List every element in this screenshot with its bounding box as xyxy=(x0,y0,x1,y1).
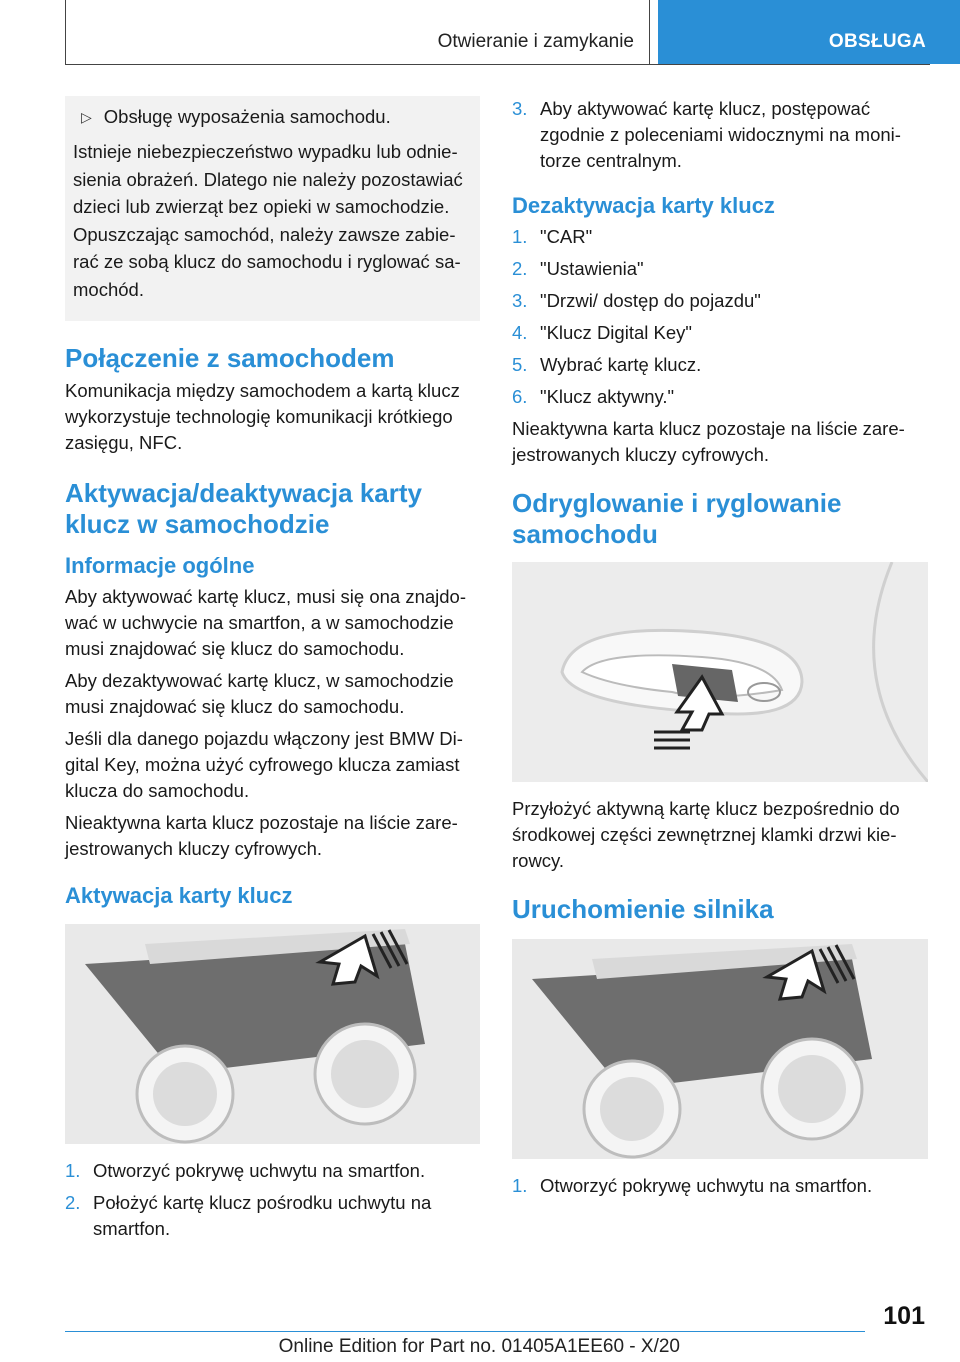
heading-card-activation: Aktywacja karty klucz xyxy=(65,883,293,908)
heading-start: Uruchomienie silnika xyxy=(512,894,774,924)
header-section-title: Otwieranie i zamykanie xyxy=(437,31,634,52)
header-divider-right xyxy=(649,0,650,64)
footer-rule xyxy=(65,1331,865,1332)
list-item: 2. "Ustawienia" xyxy=(512,258,644,279)
list-item: 6. "Klucz aktywny." xyxy=(512,386,675,407)
warning-text: Istnieje niebezpieczeństwo wypadku lub odnie-sienia obrażeń. Dlatego nie należy pozostawiać dzieci lub zwierząt bez opieki w samochodzie. Opuszczając samochód, należy zawsze zabie-rać ze sobą klucz do samochodu i ryglować sa-mochód. xyxy=(73,141,463,300)
warning-head: Obsługę wyposażenia samochodu. xyxy=(103,106,391,127)
footer-edition: Online Edition for Part no. 01405A1EE60 - X/20 xyxy=(278,1336,680,1357)
console-image-2 xyxy=(512,939,928,1159)
heading-deactivation: Dezaktywacja karty klucz xyxy=(512,193,775,218)
header-divider-left xyxy=(65,0,66,64)
list-item: 1. Otworzyć pokrywę uchwytu na smartfon. xyxy=(65,1160,426,1181)
list-item: 5. Wybrać kartę klucz. xyxy=(512,354,702,375)
header-tab-label: OBSŁUGA xyxy=(828,31,926,52)
triangle-icon: ▷ xyxy=(81,109,92,125)
console-illustration xyxy=(65,924,480,1144)
header-tab[interactable] xyxy=(658,0,960,64)
console-illustration-2 xyxy=(512,939,928,1159)
list-item: 1. "CAR" xyxy=(512,226,593,247)
list-item: 3. "Drzwi/ dostęp do pojazdu" xyxy=(512,290,761,311)
paragraph-inactive: Nieaktywna karta klucz pozostaje na liście zare-jestrowanych kluczy cyfrowych. xyxy=(512,418,905,465)
list-item: 1. Otworzyć pokrywę uchwytu na smartfon. xyxy=(512,1175,873,1196)
door-handle-image xyxy=(512,562,928,782)
heading-activation: Aktywacja/deaktywacja karty klucz w samochodzie xyxy=(65,478,422,539)
door-handle-illustration xyxy=(512,562,928,782)
left-column xyxy=(65,96,480,1248)
right-column xyxy=(512,96,930,1205)
paragraph-unlock: Przyłożyć aktywną kartę klucz bezpośrednio do środkowej części zewnętrznej klamki drzwi kie-rowcy. xyxy=(512,798,900,871)
heading-connection: Połączenie z samochodem xyxy=(65,343,395,373)
page-number: 101 xyxy=(883,1302,925,1330)
paragraph-general-1: Aby aktywować kartę klucz, musi się ona znajdo-wać w uchwycie na smartfon, a w samochodzie musi znajdować się klucz do samochodu. xyxy=(65,586,467,659)
paragraph-general-3: Jeśli dla danego pojazdu włączony jest BMW Di-gital Key, można użyć cyfrowego klucza zamiast klucza do samochodu. xyxy=(65,728,463,801)
warning-box xyxy=(65,96,480,321)
deactivation-steps xyxy=(512,224,930,410)
paragraph-general-2: Aby dezaktywować kartę klucz, w samochodzie musi znajdować się klucz do samochodu. xyxy=(65,670,454,717)
paragraph-general-4: Nieaktywna karta klucz pozostaje na liście zare-jestrowanych kluczy cyfrowych. xyxy=(65,812,458,859)
heading-general: Informacje ogólne xyxy=(65,553,255,578)
activation-steps xyxy=(65,1158,480,1242)
header-rule xyxy=(65,64,930,65)
paragraph-connection: Komunikacja między samochodem a kartą klucz wykorzystuje technologię komunikacji krótkiego zasięgu, NFC. xyxy=(65,380,460,453)
console-image-1 xyxy=(65,924,480,1144)
activation-steps-continued xyxy=(512,96,930,174)
list-item: 4. "Klucz Digital Key" xyxy=(512,322,692,343)
start-steps xyxy=(512,1173,930,1199)
list-item: 3. Aby aktywować kartę klucz, postępować zgodnie z poleceniami widocznymi na moni-torze centralnym. xyxy=(512,98,901,171)
list-item: 2. Położyć kartę klucz pośrodku uchwytu na smartfon. xyxy=(65,1192,432,1239)
heading-unlock: Odryglowanie i ryglowanie samochodu xyxy=(512,488,842,549)
